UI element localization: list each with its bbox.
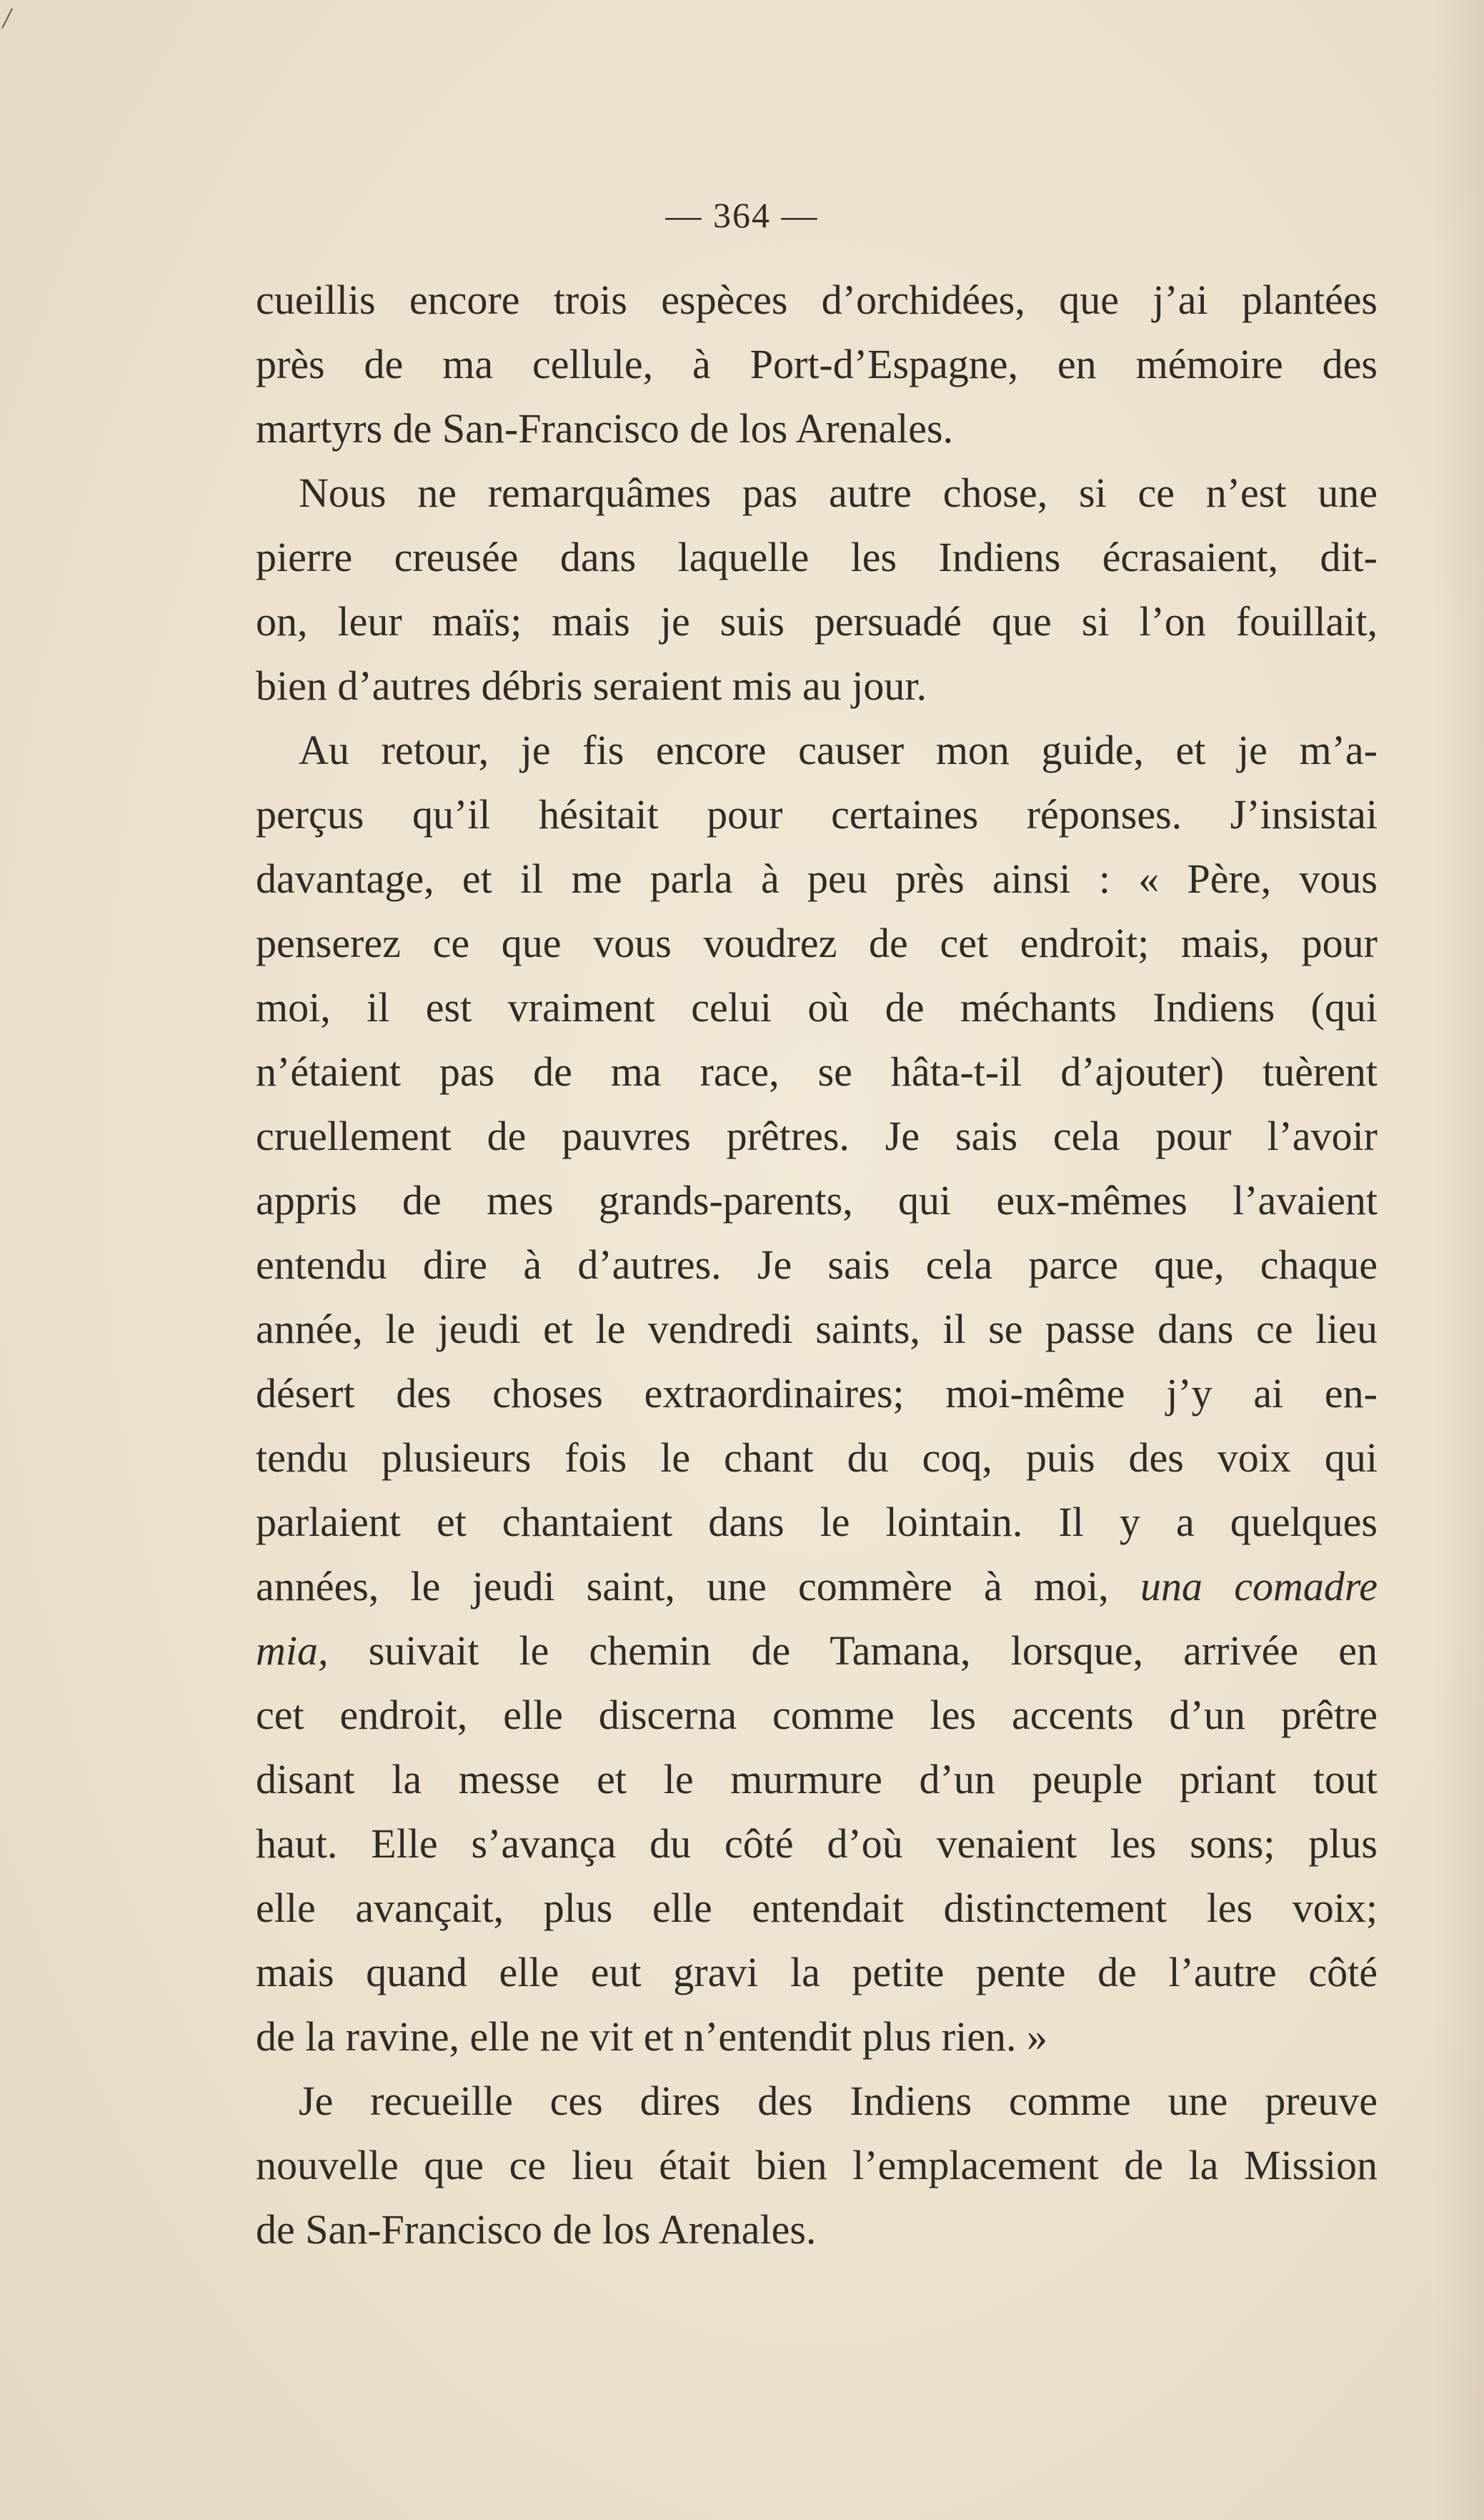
text-run: années, le jeudi saint, une commère à moi, (256, 1563, 1109, 1609)
text-run: suivait le chemin de Tamana, lorsque, arrivée en (368, 1627, 1378, 1674)
text-line: disant la messe et le murmure d’un peuple priant tout (256, 1756, 1378, 1802)
text-line: davantage, et il me parla à peu près ainsi : « Père, vous (256, 855, 1378, 902)
text-line: appris de mes grands-parents, qui eux-mêmes l’avaient (256, 1177, 1378, 1224)
text-line: nouvelle que ce lieu était bien l’emplacement de la Mission (256, 2142, 1378, 2188)
text-line: bien d’autres débris seraient mis au jour. (256, 663, 927, 709)
text-line: martyrs de San-Francisco de los Arenales. (256, 405, 954, 452)
text-line: Au retour, je fis encore causer mon guide, et je m’a- (299, 727, 1378, 773)
text-line: pierre creusée dans laquelle les Indiens écrasaient, dit- (256, 534, 1378, 580)
text-line-with-italic (256, 1554, 1378, 1619)
text-line: cet endroit, elle discerna comme les accents d’un prêtre (256, 1692, 1378, 1738)
text-line: tendu plusieurs fois le chant du coq, puis des voix qui (256, 1434, 1378, 1481)
text-line: elle avançait, plus elle entendait distinctement les voix; (256, 1885, 1378, 1931)
text-line: de la ravine, elle ne vit et n’entendit plus rien. » (256, 2013, 1048, 2060)
text-line: de San-Francisco de los Arenales. (256, 2206, 817, 2253)
text-line: près de ma cellule, à Port-d’Espagne, en mémoire des (256, 341, 1378, 387)
italic-phrase: mia, (256, 1627, 329, 1674)
page-edge-shadow (1434, 0, 1484, 2520)
text-line: entendu dire à d’autres. Je sais cela parce que, chaque (256, 1241, 1378, 1288)
text-line: cruellement de pauvres prêtres. Je sais cela pour l’avoir (256, 1113, 1378, 1159)
text-line: cueillis encore trois espèces d’orchidées, que j’ai plantées (256, 277, 1378, 323)
corner-pencil-mark: / (0, 0, 14, 36)
page-number: — 364 — (665, 195, 819, 235)
text-line: Nous ne remarquâmes pas autre chose, si ce n’est une (299, 470, 1378, 516)
text-line: on, leur maïs; mais je suis persuadé que si l’on fouillait, (256, 598, 1378, 645)
body-text (256, 268, 1378, 2262)
text-line: penserez ce que vous voudrez de cet endroit; mais, pour (256, 920, 1378, 966)
text-line: parlaient et chantaient dans le lointain. Il y a quelques (256, 1499, 1378, 1545)
text-line: haut. Elle s’avança du côté d’où venaient les sons; plus (256, 1820, 1378, 1867)
text-line: n’étaient pas de ma race, se hâta-t-il d’ajouter) tuèrent (256, 1048, 1378, 1095)
text-line: année, le jeudi et le vendredi saints, il se passe dans ce lieu (256, 1306, 1378, 1352)
text-line: mais quand elle eut gravi la petite pente de l’autre côté (256, 1949, 1378, 1995)
text-line: perçus qu’il hésitait pour certaines réponses. J’insistai (256, 791, 1378, 838)
text-line: moi, il est vraiment celui où de méchants Indiens (qui (256, 984, 1378, 1031)
text-line: désert des choses extraordinaires; moi-même j’y ai en- (256, 1370, 1378, 1417)
text-line: Je recueille ces dires des Indiens comme une preuve (299, 2078, 1378, 2124)
text-line-with-italic (256, 1619, 1378, 1683)
italic-phrase: una comadre (1140, 1563, 1378, 1609)
